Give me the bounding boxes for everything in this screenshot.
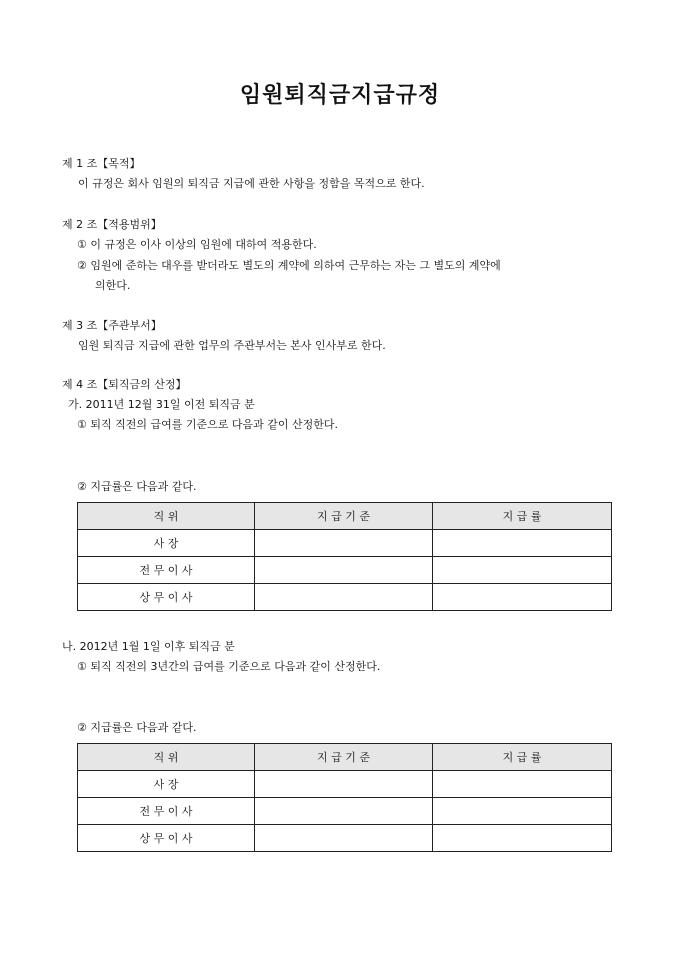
page-title: 임원퇴직금지급규정 xyxy=(239,83,441,108)
header-rate: 지 급 률 xyxy=(433,503,612,530)
article-3-body: 임원 퇴직금 지급에 관한 업무의 주관부서는 본사 인사부로 한다. xyxy=(78,339,386,352)
position-cell: 사 장 xyxy=(78,771,255,798)
criteria-cell xyxy=(255,825,433,852)
table-row xyxy=(78,771,612,798)
article-3-heading: 제 3 조【주관부서】 xyxy=(62,319,162,332)
article-2-item-1: ① 이 규정은 이사 이상의 임원에 대하여 적용한다. xyxy=(77,238,317,251)
position-cell: 상 무 이 사 xyxy=(78,825,255,852)
section-b-label: 나. 2012년 1월 1일 이후 퇴직금 분 xyxy=(62,640,235,653)
article-4-heading: 제 4 조【퇴직금의 산정】 xyxy=(62,378,187,391)
section-b-item-1: ① 퇴직 직전의 3년간의 급여를 기준으로 다음과 같이 산정한다. xyxy=(77,660,381,673)
rate-cell xyxy=(433,825,612,852)
position-cell: 상 무 이 사 xyxy=(78,584,255,611)
rate-table-b xyxy=(77,743,612,852)
table-row xyxy=(78,584,612,611)
article-2-item-2-cont: 의한다. xyxy=(95,279,131,292)
article-2-heading: 제 2 조【적용범위】 xyxy=(62,218,162,231)
criteria-cell xyxy=(255,557,433,584)
article-2-item-2: ② 임원에 준하는 대우를 받더라도 별도의 계약에 의하여 근무하는 자는 그 별도의 계약에 xyxy=(77,259,501,272)
rate-cell xyxy=(433,798,612,825)
table-row xyxy=(78,530,612,557)
rate-cell xyxy=(433,557,612,584)
article-1-heading: 제 1 조【목적】 xyxy=(62,157,141,170)
rate-table-a xyxy=(77,502,612,611)
position-cell: 전 무 이 사 xyxy=(78,557,255,584)
header-criteria: 지 급 기 준 xyxy=(255,744,433,771)
table-row xyxy=(78,825,612,852)
table-row xyxy=(78,557,612,584)
criteria-cell xyxy=(255,530,433,557)
rate-cell xyxy=(433,584,612,611)
header-criteria: 지 급 기 준 xyxy=(255,503,433,530)
rate-cell xyxy=(433,771,612,798)
position-cell: 전 무 이 사 xyxy=(78,798,255,825)
header-position: 직 위 xyxy=(78,503,255,530)
table-header-row xyxy=(78,744,612,771)
section-a-item-2: ② 지급률은 다음과 같다. xyxy=(77,480,197,493)
article-1-body: 이 규정은 회사 임원의 퇴직금 지급에 관한 사항을 정함을 목적으로 한다. xyxy=(78,177,425,190)
header-rate: 지 급 률 xyxy=(433,744,612,771)
table-row xyxy=(78,798,612,825)
criteria-cell xyxy=(255,771,433,798)
table-header-row xyxy=(78,503,612,530)
criteria-cell xyxy=(255,584,433,611)
position-cell: 사 장 xyxy=(78,530,255,557)
section-b-item-2: ② 지급률은 다음과 같다. xyxy=(77,721,197,734)
criteria-cell xyxy=(255,798,433,825)
section-a-item-1: ① 퇴직 직전의 급여를 기준으로 다음과 같이 산정한다. xyxy=(77,418,338,431)
header-position: 직 위 xyxy=(78,744,255,771)
rate-cell xyxy=(433,530,612,557)
section-a-label: 가. 2011년 12월 31일 이전 퇴직금 분 xyxy=(68,398,255,411)
